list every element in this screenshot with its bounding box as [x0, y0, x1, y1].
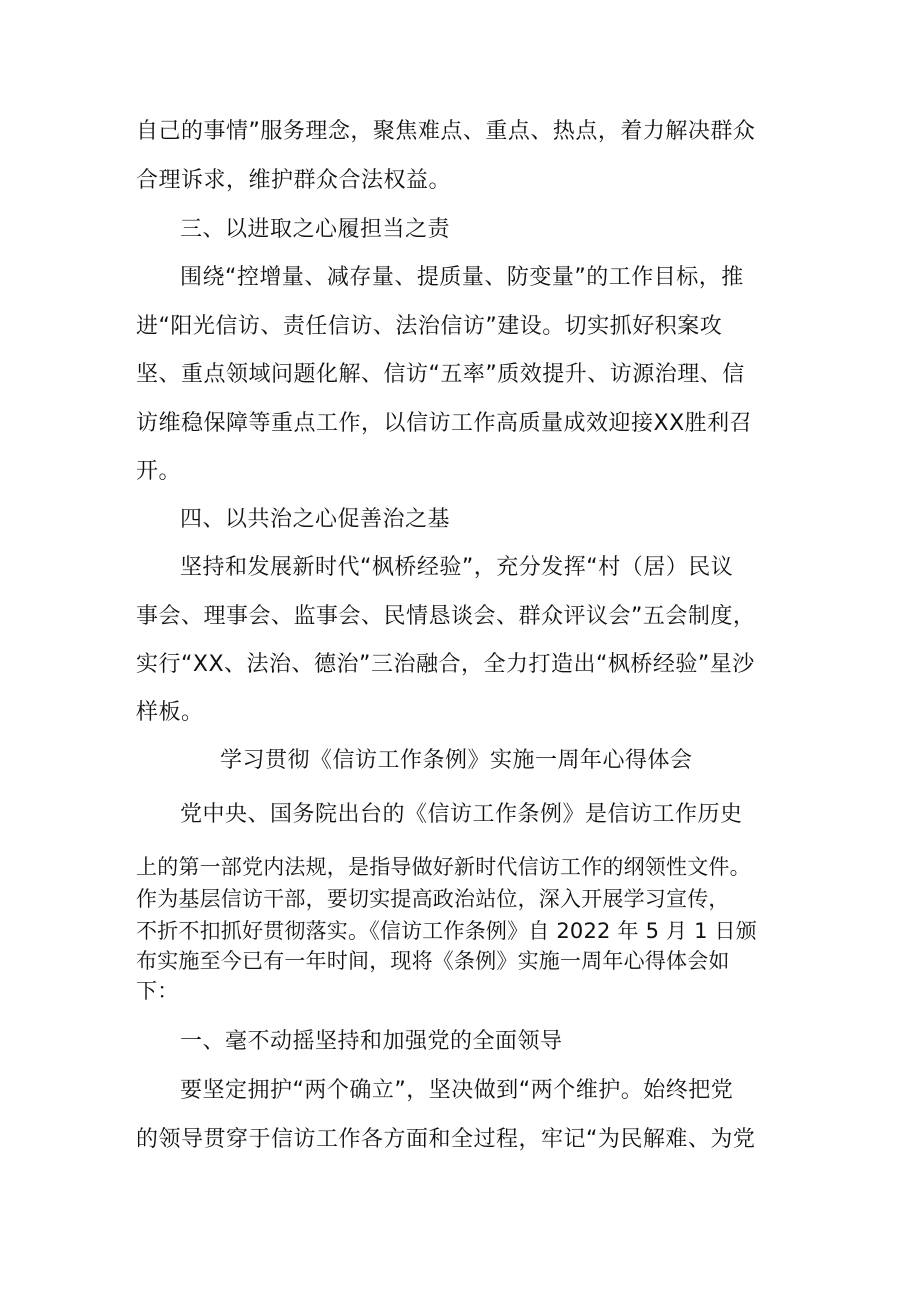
paragraph-first-line: 围绕“控增量、减存量、提质量、防变量”的工作目标，推 — [180, 265, 744, 290]
paragraph-first-line: 要坚定拥护“两个确立”，坚决做到“两个维护。始终把党 — [180, 1078, 734, 1103]
body-text-line: 坚、重点领域问题化解、信访“五率”质效提升、访源治理、信 — [136, 362, 745, 387]
body-text-line: 下： — [136, 979, 179, 1003]
paragraph-first-line: 坚持和发展新时代“枫桥经验”，充分发挥“村（居）民议 — [180, 555, 734, 580]
body-text-line: 上的第一部党内法规，是指导做好新时代信访工作的纲领性文件。 — [136, 855, 751, 879]
body-text-line: 布实施至今已有一年时间，现将《条例》实施一周年心得体会如 — [136, 949, 730, 973]
paragraph-first-line: 党中央、国务院出台的《信访工作条例》是信访工作历史 — [180, 802, 743, 827]
body-text-line: 实行“XX、法治、德治”三治融合，全力打造出“枫桥经验”星沙 — [136, 652, 755, 677]
body-text-line: 进“阳光信访、责任信访、法治信访”建设。切实抓好积案攻 — [136, 314, 723, 339]
body-text-line: 的领导贯穿于信访工作各方面和全过程，牢记“为民解难、为党 — [136, 1127, 756, 1152]
body-text-line: 访维稳保障等重点工作，以信访工作高质量成效迎接XX胜利召 — [136, 411, 753, 436]
body-text-line: 自己的事情”服务理念，聚焦难点、重点、热点，着力解决群众 — [136, 119, 756, 144]
body-text-line: 作为基层信访干部，要切实提高政治站位，深入开展学习宣传， — [136, 887, 730, 911]
section-heading: 一、毫不动摇坚持和加强党的全面领导 — [180, 1029, 563, 1054]
body-text-line: 不折不扣抓好贯彻落实。《信访工作条例》自 2022 年 5 月 1 日颁 — [136, 919, 757, 943]
section-heading: 三、以进取之心履担当之责 — [180, 217, 451, 242]
article-title: 学习贯彻《信访工作条例》实施一周年心得体会 — [220, 748, 693, 773]
body-text-line: 样板。 — [136, 700, 204, 725]
body-text-line: 事会、理事会、监事会、民情恳谈会、群众评议会”五会制度， — [136, 604, 756, 629]
body-text-line: 合理诉求，维护群众合法权益。 — [136, 168, 452, 193]
body-text-line: 开。 — [136, 459, 182, 484]
section-heading: 四、以共治之心促善治之基 — [180, 507, 451, 532]
